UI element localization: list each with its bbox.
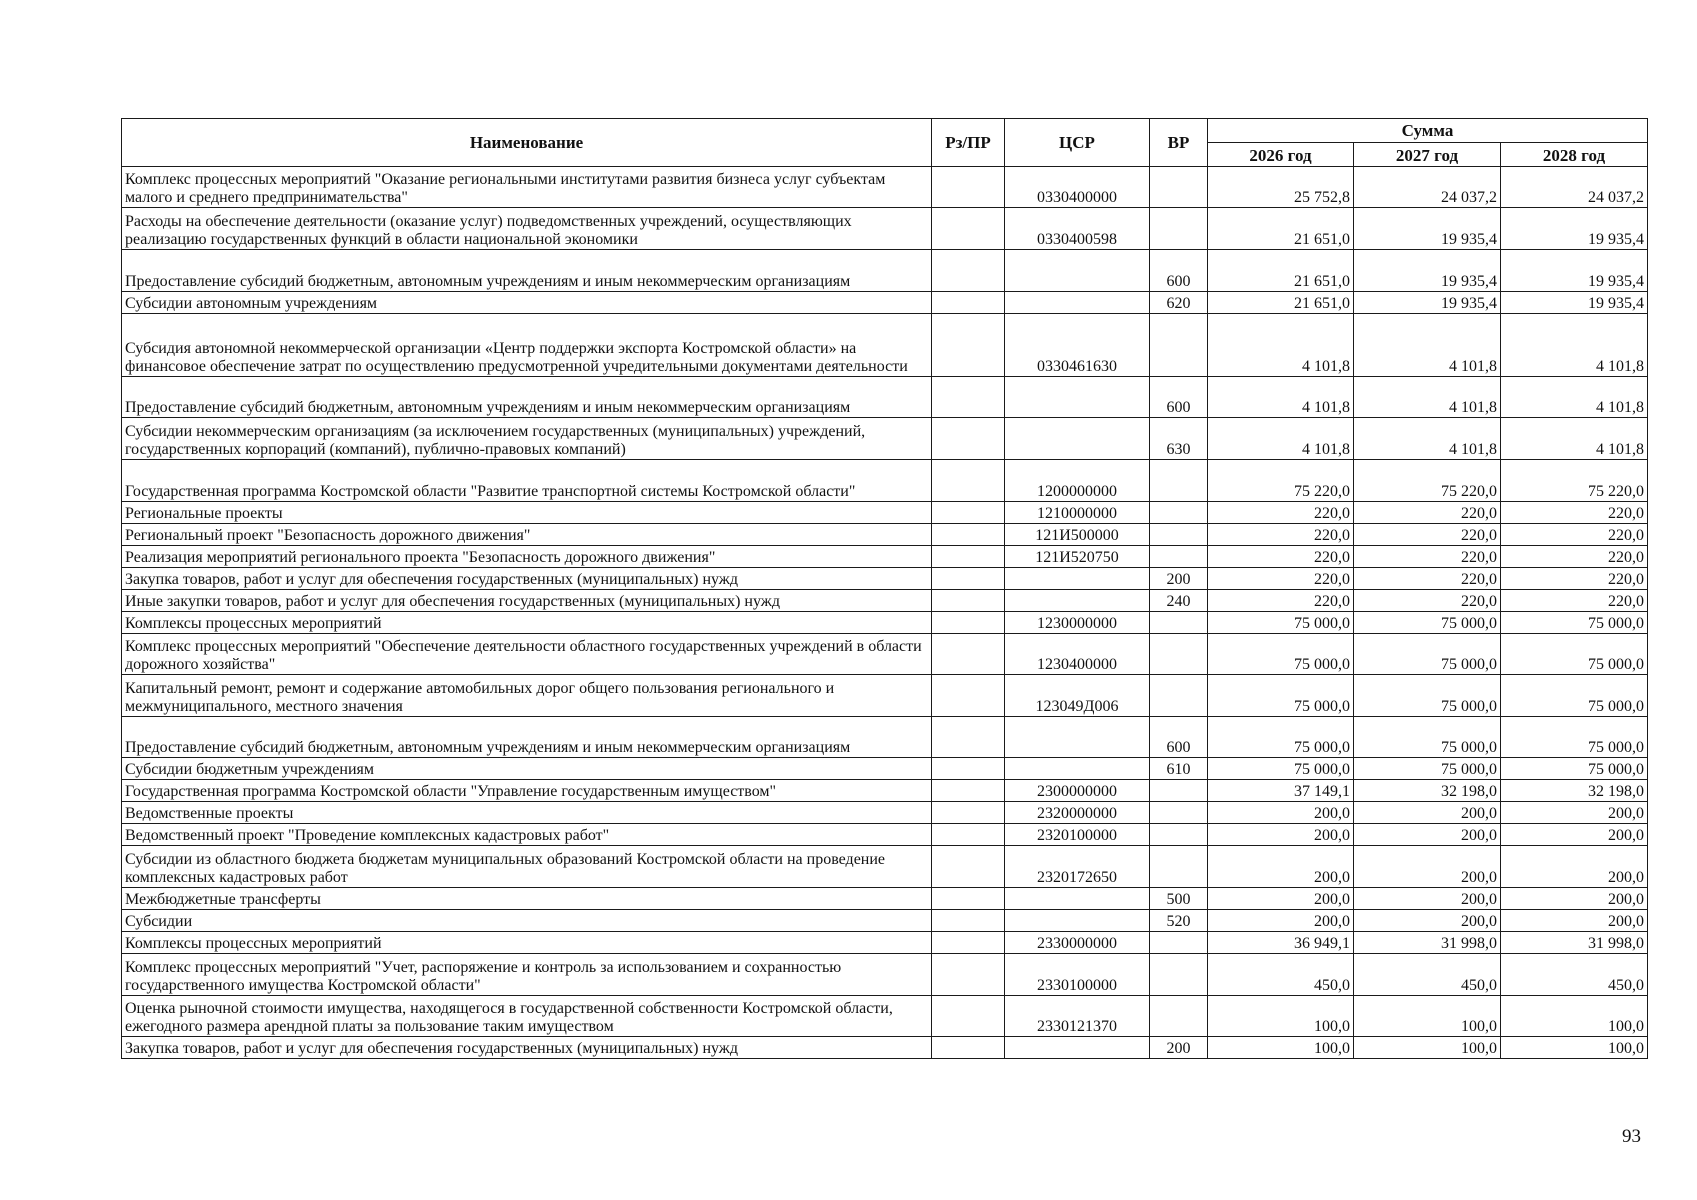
row-rz-pr [932,502,1005,524]
row-sum-2027: 220,0 [1354,524,1501,546]
row-sum-2026: 25 752,8 [1208,167,1354,208]
row-sum-2027: 4 101,8 [1354,418,1501,460]
row-sum-2026: 21 651,0 [1208,292,1354,314]
row-sum-2028: 220,0 [1501,546,1648,568]
row-sum-2028: 100,0 [1501,1037,1648,1059]
row-name: Региональные проекты [122,502,932,524]
row-rz-pr [932,675,1005,717]
row-vr [1150,634,1208,675]
row-name: Региональный проект "Безопасность дорожного движения" [122,524,932,546]
row-sum-2027: 200,0 [1354,824,1501,846]
row-name: Субсидии [122,910,932,932]
row-sum-2026: 220,0 [1208,568,1354,590]
row-csr: 2330000000 [1005,932,1150,954]
row-sum-2028: 75 000,0 [1501,675,1648,717]
row-sum-2027: 100,0 [1354,996,1501,1037]
row-vr: 630 [1150,418,1208,460]
row-name: Предоставление субсидий бюджетным, автономным учреждениям и иным некоммерческим организациям [122,717,932,758]
row-csr: 1230400000 [1005,634,1150,675]
row-name: Предоставление субсидий бюджетным, автономным учреждениям и иным некоммерческим организациям [122,250,932,292]
row-sum-2028: 200,0 [1501,824,1648,846]
row-sum-2026: 220,0 [1208,524,1354,546]
row-vr [1150,954,1208,996]
row-sum-2028: 19 935,4 [1501,292,1648,314]
page-number: 93 [1622,1126,1641,1147]
row-vr [1150,502,1208,524]
row-sum-2027: 200,0 [1354,888,1501,910]
row-name: Комплекс процессных мероприятий "Учет, распоряжение и контроль за использованием и сохранностью государственного имущества Костромской области" [122,954,932,996]
table-row [122,292,1648,314]
row-sum-2028: 31 998,0 [1501,932,1648,954]
row-sum-2028: 200,0 [1501,846,1648,888]
header-csr: ЦСР [1005,119,1150,167]
table-row [122,888,1648,910]
row-vr [1150,780,1208,802]
header-name: Наименование [122,119,932,167]
row-name: Оценка рыночной стоимости имущества, находящегося в государственной собственности Костромской области, ежегодного размера арендной платы за пользование таким имуществом [122,996,932,1037]
row-rz-pr [932,167,1005,208]
row-sum-2026: 75 000,0 [1208,675,1354,717]
row-csr [1005,717,1150,758]
table-row [122,460,1648,502]
row-name: Расходы на обеспечение деятельности (оказание услуг) подведомственных учреждений, осуществляющих реализацию государственных функций в области национальной экономики [122,208,932,250]
row-sum-2027: 19 935,4 [1354,292,1501,314]
row-vr [1150,460,1208,502]
row-sum-2027: 220,0 [1354,568,1501,590]
row-vr [1150,546,1208,568]
row-vr [1150,824,1208,846]
row-vr [1150,846,1208,888]
row-sum-2027: 4 101,8 [1354,377,1501,418]
row-sum-2028: 32 198,0 [1501,780,1648,802]
row-vr: 600 [1150,717,1208,758]
row-sum-2026: 21 651,0 [1208,208,1354,250]
row-rz-pr [932,314,1005,377]
row-name: Межбюджетные трансферты [122,888,932,910]
row-sum-2026: 21 651,0 [1208,250,1354,292]
table-row [122,208,1648,250]
row-sum-2027: 75 000,0 [1354,675,1501,717]
table-row [122,802,1648,824]
row-sum-2026: 200,0 [1208,846,1354,888]
row-csr: 121И520750 [1005,546,1150,568]
row-sum-2026: 100,0 [1208,1037,1354,1059]
table-row [122,250,1648,292]
row-sum-2027: 32 198,0 [1354,780,1501,802]
row-rz-pr [932,780,1005,802]
row-name: Субсидии автономным учреждениям [122,292,932,314]
row-name: Субсидии бюджетным учреждениям [122,758,932,780]
row-rz-pr [932,888,1005,910]
row-rz-pr [932,460,1005,502]
header-year-2028: 2028 год [1501,143,1648,167]
table-row [122,568,1648,590]
row-sum-2026: 200,0 [1208,910,1354,932]
table-row [122,996,1648,1037]
row-vr: 200 [1150,1037,1208,1059]
row-rz-pr [932,292,1005,314]
table-row [122,717,1648,758]
row-name: Ведомственные проекты [122,802,932,824]
row-rz-pr [932,418,1005,460]
row-sum-2027: 19 935,4 [1354,208,1501,250]
row-sum-2028: 200,0 [1501,910,1648,932]
row-rz-pr [932,954,1005,996]
row-sum-2026: 100,0 [1208,996,1354,1037]
table-row [122,377,1648,418]
row-csr [1005,377,1150,418]
table-row [122,590,1648,612]
row-sum-2026: 220,0 [1208,502,1354,524]
row-name: Комплексы процессных мероприятий [122,612,932,634]
row-rz-pr [932,568,1005,590]
row-sum-2027: 19 935,4 [1354,250,1501,292]
row-rz-pr [932,824,1005,846]
row-sum-2028: 75 000,0 [1501,717,1648,758]
row-sum-2028: 200,0 [1501,802,1648,824]
row-sum-2028: 19 935,4 [1501,250,1648,292]
row-sum-2027: 75 000,0 [1354,758,1501,780]
table-row [122,846,1648,888]
row-sum-2026: 75 000,0 [1208,717,1354,758]
row-csr [1005,758,1150,780]
row-rz-pr [932,758,1005,780]
row-sum-2027: 220,0 [1354,590,1501,612]
row-sum-2026: 37 149,1 [1208,780,1354,802]
row-sum-2028: 220,0 [1501,568,1648,590]
row-sum-2028: 450,0 [1501,954,1648,996]
row-vr [1150,675,1208,717]
row-sum-2026: 4 101,8 [1208,418,1354,460]
table-row [122,932,1648,954]
table-row [122,546,1648,568]
row-vr: 200 [1150,568,1208,590]
row-vr [1150,167,1208,208]
row-vr [1150,314,1208,377]
row-sum-2026: 220,0 [1208,546,1354,568]
row-csr [1005,568,1150,590]
row-sum-2028: 220,0 [1501,502,1648,524]
row-csr [1005,250,1150,292]
row-sum-2026: 4 101,8 [1208,377,1354,418]
row-name: Иные закупки товаров, работ и услуг для обеспечения государственных (муниципальных) нужд [122,590,932,612]
table-row [122,758,1648,780]
row-csr: 2320000000 [1005,802,1150,824]
table-row [122,780,1648,802]
row-vr: 620 [1150,292,1208,314]
row-sum-2027: 100,0 [1354,1037,1501,1059]
row-sum-2026: 4 101,8 [1208,314,1354,377]
row-name: Комплекс процессных мероприятий "Оказание региональными институтами развития бизнеса услуг субъектам малого и среднего предпринимательства" [122,167,932,208]
table-row [122,167,1648,208]
row-sum-2028: 4 101,8 [1501,314,1648,377]
row-sum-2027: 450,0 [1354,954,1501,996]
row-csr [1005,910,1150,932]
row-sum-2026: 450,0 [1208,954,1354,996]
row-sum-2026: 200,0 [1208,824,1354,846]
row-name: Субсидия автономной некоммерческой организации «Центр поддержки экспорта Костромской области» на финансовое обеспечение затрат по осуществлению предусмотренной учредительными документами деятельности [122,314,932,377]
row-csr: 0330400000 [1005,167,1150,208]
row-csr: 123049Д006 [1005,675,1150,717]
table-row [122,1037,1648,1059]
row-name: Капитальный ремонт, ремонт и содержание автомобильных дорог общего пользования регионального и межмуниципального, местного значения [122,675,932,717]
budget-table [121,118,1648,1059]
row-sum-2027: 31 998,0 [1354,932,1501,954]
row-csr: 0330461630 [1005,314,1150,377]
row-csr [1005,418,1150,460]
row-sum-2027: 4 101,8 [1354,314,1501,377]
table-row [122,634,1648,675]
row-sum-2026: 200,0 [1208,888,1354,910]
table-row [122,612,1648,634]
row-csr: 2330121370 [1005,996,1150,1037]
row-sum-2027: 220,0 [1354,546,1501,568]
row-sum-2026: 75 000,0 [1208,634,1354,675]
row-sum-2028: 19 935,4 [1501,208,1648,250]
row-csr: 1230000000 [1005,612,1150,634]
row-rz-pr [932,910,1005,932]
row-sum-2028: 24 037,2 [1501,167,1648,208]
table-row [122,954,1648,996]
row-csr: 0330400598 [1005,208,1150,250]
table-row [122,524,1648,546]
row-csr [1005,888,1150,910]
table-row [122,314,1648,377]
row-name: Государственная программа Костромской области "Развитие транспортной системы Костромской области" [122,460,932,502]
row-name: Комплекс процессных мероприятий "Обеспечение деятельности областного государственных учреждений в области дорожного хозяйства" [122,634,932,675]
row-sum-2028: 4 101,8 [1501,418,1648,460]
row-sum-2027: 200,0 [1354,846,1501,888]
row-name: Закупка товаров, работ и услуг для обеспечения государственных (муниципальных) нужд [122,568,932,590]
table-row [122,824,1648,846]
row-rz-pr [932,590,1005,612]
row-rz-pr [932,208,1005,250]
row-rz-pr [932,634,1005,675]
row-vr [1150,932,1208,954]
header-vr: ВР [1150,119,1208,167]
row-sum-2028: 220,0 [1501,590,1648,612]
row-name: Государственная программа Костромской области "Управление государственным имуществом" [122,780,932,802]
row-name: Реализация мероприятий регионального проекта "Безопасность дорожного движения" [122,546,932,568]
row-sum-2026: 75 000,0 [1208,612,1354,634]
row-sum-2028: 75 000,0 [1501,612,1648,634]
header-year-2027: 2027 год [1354,143,1501,167]
row-vr: 600 [1150,250,1208,292]
row-sum-2026: 75 000,0 [1208,758,1354,780]
header-rz-pr: Рз/ПР [932,119,1005,167]
row-sum-2026: 200,0 [1208,802,1354,824]
row-sum-2027: 75 220,0 [1354,460,1501,502]
row-csr: 1200000000 [1005,460,1150,502]
row-csr: 2320100000 [1005,824,1150,846]
row-sum-2028: 75 000,0 [1501,758,1648,780]
row-vr [1150,996,1208,1037]
row-vr: 610 [1150,758,1208,780]
row-vr: 240 [1150,590,1208,612]
row-csr: 2330100000 [1005,954,1150,996]
row-name: Предоставление субсидий бюджетным, автономным учреждениям и иным некоммерческим организациям [122,377,932,418]
row-sum-2028: 220,0 [1501,524,1648,546]
row-vr: 520 [1150,910,1208,932]
table-row [122,910,1648,932]
row-sum-2027: 220,0 [1354,502,1501,524]
row-sum-2028: 75 000,0 [1501,634,1648,675]
row-rz-pr [932,996,1005,1037]
row-rz-pr [932,717,1005,758]
header-sum: Сумма [1208,119,1648,143]
row-rz-pr [932,546,1005,568]
row-name: Комплексы процессных мероприятий [122,932,932,954]
row-vr [1150,524,1208,546]
row-sum-2027: 24 037,2 [1354,167,1501,208]
row-sum-2027: 75 000,0 [1354,612,1501,634]
row-rz-pr [932,524,1005,546]
row-rz-pr [932,1037,1005,1059]
row-sum-2027: 200,0 [1354,910,1501,932]
row-csr: 2320172650 [1005,846,1150,888]
row-sum-2027: 75 000,0 [1354,634,1501,675]
row-sum-2028: 200,0 [1501,888,1648,910]
row-sum-2027: 75 000,0 [1354,717,1501,758]
row-rz-pr [932,846,1005,888]
row-sum-2026: 75 220,0 [1208,460,1354,502]
row-csr: 121И500000 [1005,524,1150,546]
row-sum-2027: 200,0 [1354,802,1501,824]
row-vr [1150,208,1208,250]
row-csr [1005,590,1150,612]
row-csr [1005,292,1150,314]
row-name: Субсидии из областного бюджета бюджетам муниципальных образований Костромской области на проведение комплексных кадастровых работ [122,846,932,888]
row-rz-pr [932,612,1005,634]
table-row [122,675,1648,717]
table-row [122,502,1648,524]
row-sum-2026: 220,0 [1208,590,1354,612]
row-rz-pr [932,250,1005,292]
row-vr [1150,802,1208,824]
row-sum-2028: 4 101,8 [1501,377,1648,418]
row-rz-pr [932,932,1005,954]
row-name: Субсидии некоммерческим организациям (за исключением государственных (муниципальных) учреждений, государственных корпораций (компаний), публично-правовых компаний) [122,418,932,460]
row-csr [1005,1037,1150,1059]
table-body [122,167,1648,1059]
row-vr: 600 [1150,377,1208,418]
header-year-2026: 2026 год [1208,143,1354,167]
row-vr [1150,612,1208,634]
row-rz-pr [932,377,1005,418]
row-name: Ведомственный проект "Проведение комплексных кадастровых работ" [122,824,932,846]
row-vr: 500 [1150,888,1208,910]
row-sum-2028: 75 220,0 [1501,460,1648,502]
row-name: Закупка товаров, работ и услуг для обеспечения государственных (муниципальных) нужд [122,1037,932,1059]
row-csr: 1210000000 [1005,502,1150,524]
row-sum-2028: 100,0 [1501,996,1648,1037]
row-sum-2026: 36 949,1 [1208,932,1354,954]
row-rz-pr [932,802,1005,824]
table-row [122,418,1648,460]
row-csr: 2300000000 [1005,780,1150,802]
